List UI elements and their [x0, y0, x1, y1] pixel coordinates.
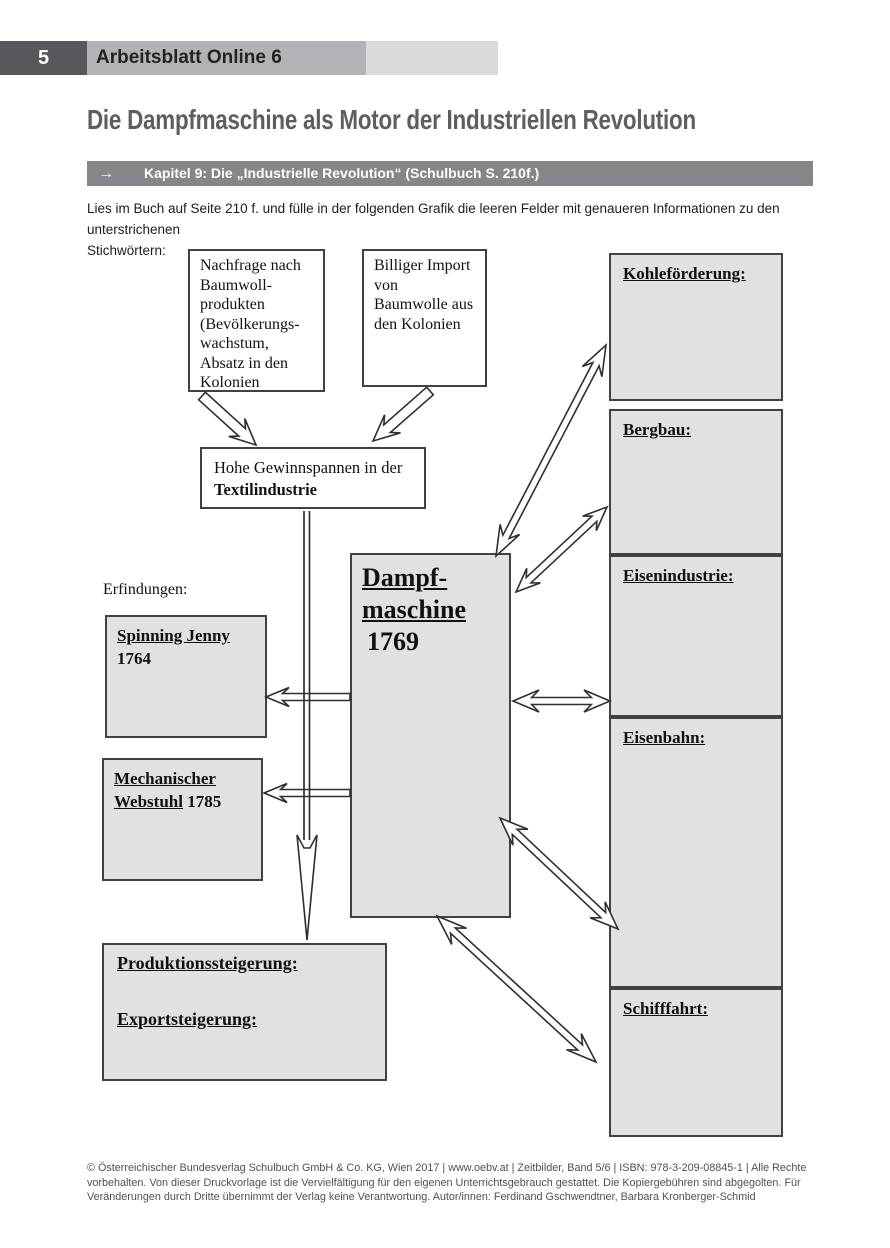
chapter-banner	[87, 161, 813, 186]
production-label: Produktionssteigerung:	[117, 953, 298, 973]
invention-name: Spinning Jenny	[117, 626, 230, 645]
steam-engine-year: 1769	[367, 627, 419, 656]
field-box-eisenbahn	[609, 717, 783, 988]
page-title: Die Dampfmaschine als Motor der Industriellen Revolution	[87, 104, 696, 135]
import-box	[362, 249, 487, 387]
demand-line: Baumwoll-	[200, 276, 272, 294]
chapter-banner-label: Kapitel 9: Die „Industrielle Revolution“ (Schulbuch S. 210f.)	[144, 165, 540, 181]
invention-year: 1764	[117, 649, 151, 668]
arrow-demand-to-profit	[199, 392, 256, 445]
profit-to-production-arrow	[297, 511, 317, 940]
instruction-line: Lies im Buch auf Seite 210 f. und fülle in der folgenden Grafik die leeren Felder mit genaueren Informationen zu den unterstrichenen	[87, 201, 780, 237]
production-box	[102, 943, 387, 1081]
demand-line: Nachfrage nach	[200, 257, 301, 274]
profit-line: Hohe Gewinnspannen in der	[214, 458, 403, 477]
instruction-line: Stichwörtern:	[87, 243, 166, 258]
page-number-tab	[0, 41, 87, 75]
footer-line: vorbehalten. Von dieser Druckvorlage ist die Vervielfältigung für den eigenen Unterrichtsgebrauch gestattet. Die Kopiergebühren sind abgegolten. Für	[87, 1176, 801, 1189]
invention-name: Mechanischer	[114, 769, 216, 788]
mechanical-loom-box	[102, 758, 263, 881]
demand-box	[188, 249, 325, 392]
invention-year: 1785	[187, 792, 222, 811]
field-box-kohlefoerderung	[609, 253, 783, 401]
profit-keyword: Textilindustrie	[214, 480, 317, 499]
import-line: Billiger Import	[374, 257, 471, 274]
import-line: Baumwolle aus	[374, 296, 474, 313]
spinning-jenny-box	[105, 615, 267, 738]
arrow-steam-bergbau	[516, 507, 607, 592]
arrow-steam-eisenindustrie	[513, 690, 610, 712]
field-box-eisenindustrie	[609, 555, 783, 717]
demand-line: produkten	[200, 296, 265, 313]
arrow-import-to-profit	[373, 387, 433, 441]
steam-engine-box	[350, 553, 511, 918]
arrow-steam-to-spinning-jenny	[266, 688, 350, 707]
footer-line: © Österreichischer Bundesverlag Schulbuch GmbH & Co. KG, Wien 2017 | www.oebv.at | Zeitbilder, Band 5/6 | ISBN: 978-3-209-08845-1 | Alle Rechte	[87, 1162, 807, 1174]
field-box-schifffahrt	[609, 988, 783, 1137]
steam-engine-line: Dampf-	[362, 563, 448, 592]
field-box-bergbau	[609, 409, 783, 555]
demand-line: (Bevölkerungs-	[200, 315, 300, 333]
header-band	[87, 41, 366, 75]
steam-engine-line: maschine	[362, 595, 466, 624]
profit-box	[200, 447, 426, 509]
import-line: den Kolonien	[374, 315, 461, 333]
invention-name: Webstuhl	[114, 792, 183, 811]
export-label: Exportsteigerung:	[117, 1009, 257, 1029]
import-line: von	[374, 276, 398, 294]
field-label: Kohleförderung:	[623, 264, 746, 283]
field-label: Eisenbahn:	[623, 728, 706, 747]
arrow-steam-kohlefoerderung	[496, 345, 606, 556]
header-label: Arbeitsblatt Online 6	[96, 47, 282, 68]
inventions-label: Erfindungen:	[103, 581, 188, 598]
demand-line: Absatz in den	[200, 354, 288, 372]
field-label: Schifffahrt:	[623, 999, 708, 1018]
demand-line: Kolonien	[200, 374, 260, 391]
field-label: Bergbau:	[623, 420, 691, 439]
arrow-steam-eisenbahn	[500, 818, 618, 929]
footer-line: Veränderungen durch Dritte übernimmt der Verlag keine Verantwortung. Autor/innen: Ferdinand Gschwendtner, Barbara Kronberger-Schmid	[87, 1191, 756, 1204]
arrow-steam-to-loom	[264, 784, 350, 803]
arrow-right-icon: →	[98, 165, 114, 182]
field-label: Eisenindustrie:	[623, 566, 734, 585]
header-band-extension	[366, 41, 498, 75]
demand-line: wachstum,	[200, 335, 269, 352]
page-number: 5	[37, 47, 50, 69]
footer-copyright	[87, 1161, 827, 1205]
arrow-steam-schifffahrt	[437, 916, 596, 1062]
